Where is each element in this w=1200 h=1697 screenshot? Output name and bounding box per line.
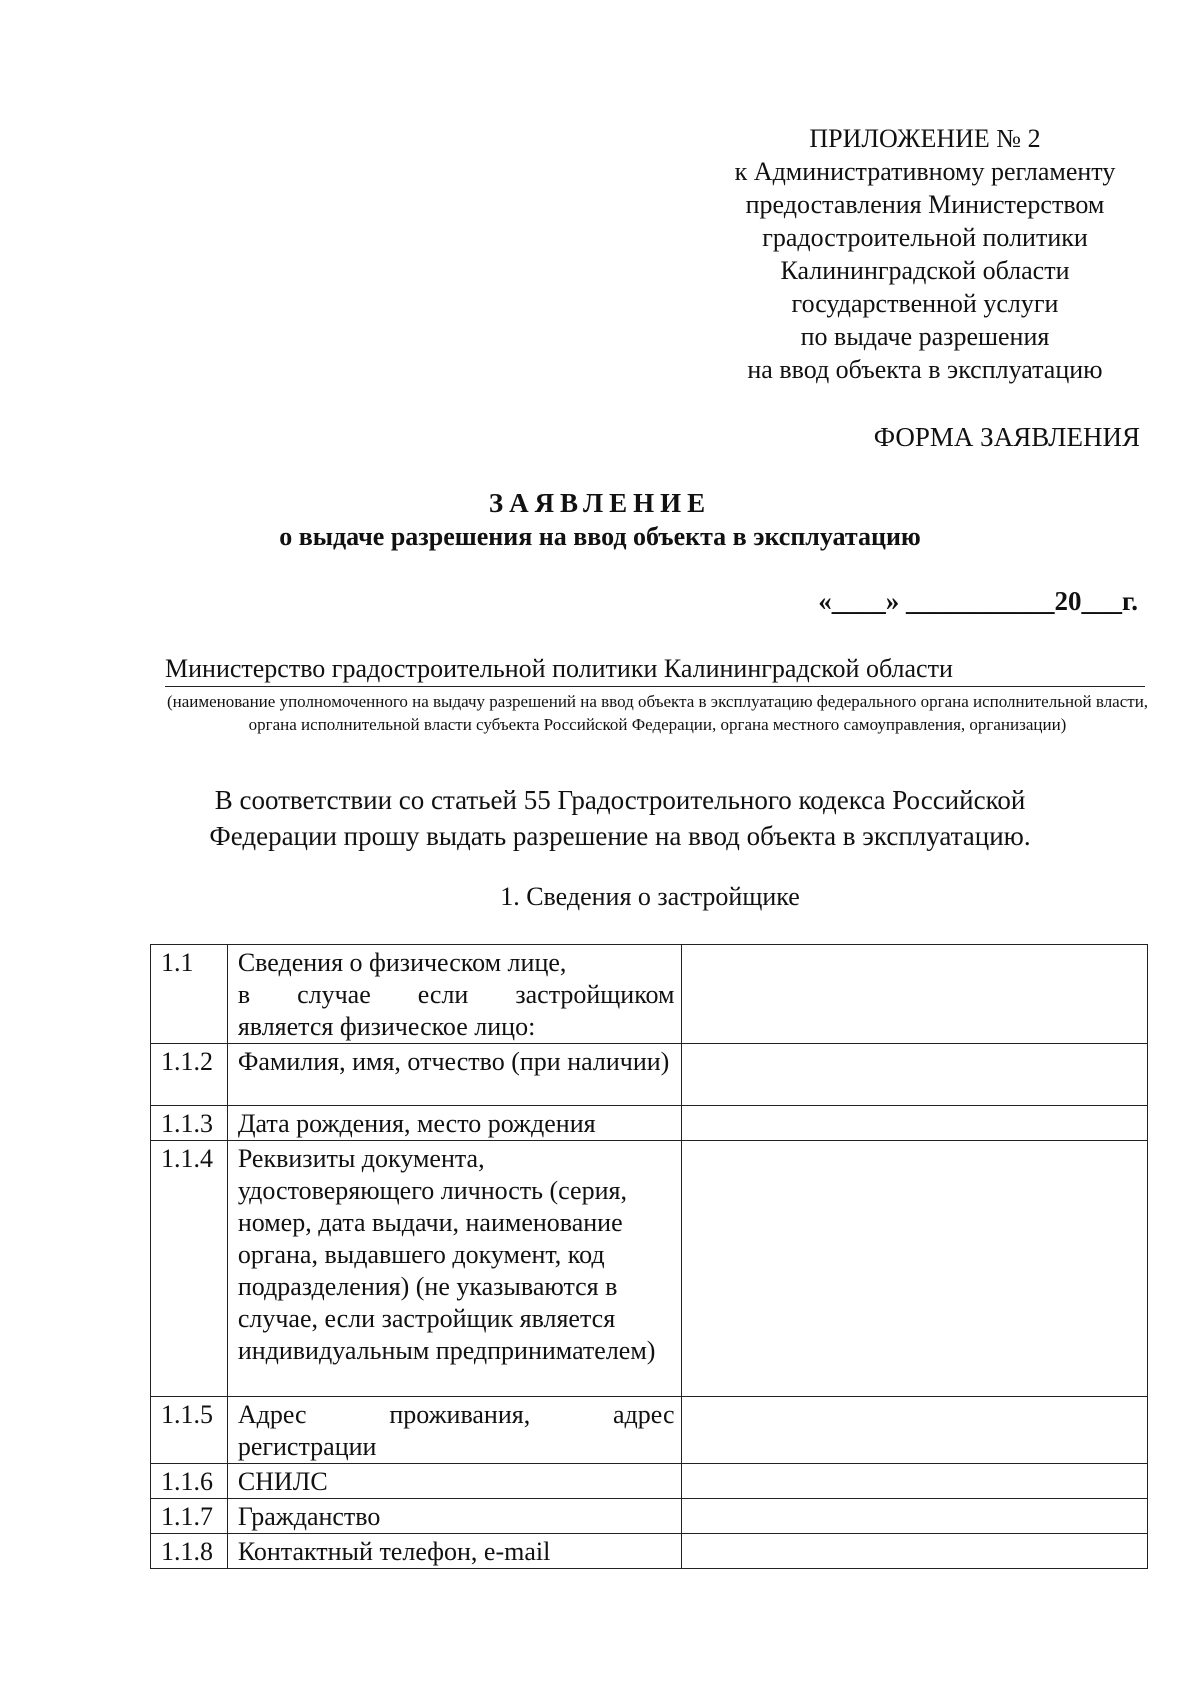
appendix-line: градостроительной политики bbox=[762, 223, 1088, 252]
date-line: «____» ___________20___г. bbox=[818, 586, 1138, 616]
table-row bbox=[151, 945, 1148, 1044]
table-row bbox=[151, 1464, 1148, 1499]
row-label: Фамилия, имя, отчество (при наличии) bbox=[227, 1044, 681, 1106]
row-label-line: Сведения о физическом лице, bbox=[237, 948, 567, 977]
ministry-note: (наименование уполномоченного на выдачу разрешений на ввод объекта в эксплуатацию федерального органа исполнительной власти, органа исполнительной власти субъекта Российской Федерации, органа местного самоуправления, организации) bbox=[166, 692, 1149, 734]
statement-text: В соответствии со статьей 55 Градостроительного кодекса Российской Федерации прошу выдать разрешение на ввод объекта в эксплуатацию. bbox=[209, 785, 1031, 851]
appendix-line: к Административному регламенту bbox=[734, 157, 1116, 186]
appendix-line: по выдаче разрешения bbox=[800, 322, 1050, 351]
row-label-word: застройщиком bbox=[515, 980, 675, 1009]
row-label: СНИЛС bbox=[227, 1464, 681, 1499]
row-number: 1.1.3 bbox=[151, 1106, 228, 1141]
row-label-justified-line bbox=[238, 1399, 675, 1431]
row-value-field[interactable] bbox=[681, 1534, 1148, 1569]
row-number: 1.1.8 bbox=[151, 1534, 228, 1569]
row-value-field[interactable] bbox=[681, 1499, 1148, 1534]
section-heading: 1. Сведения о застройщике bbox=[500, 882, 800, 911]
row-number: 1.1.7 bbox=[151, 1499, 228, 1534]
row-label-word: Адрес bbox=[237, 1400, 307, 1429]
row-label: Гражданство bbox=[227, 1499, 681, 1534]
appendix-line: предоставления Министерством bbox=[745, 190, 1105, 219]
row-label bbox=[227, 1397, 681, 1464]
appendix-line: на ввод объекта в эксплуатацию bbox=[747, 355, 1103, 384]
row-value-field[interactable] bbox=[681, 1464, 1148, 1499]
form-label: ФОРМА ЗАЯВЛЕНИЯ bbox=[873, 422, 1140, 452]
row-label bbox=[227, 945, 681, 1044]
row-number: 1.1.6 bbox=[151, 1464, 228, 1499]
ministry-name: Министерство градостроительной политики Калининградской области bbox=[165, 652, 1145, 687]
table-row bbox=[151, 1141, 1148, 1397]
document-subtitle: о выдаче разрешения на ввод объекта в эксплуатацию bbox=[279, 522, 921, 551]
row-label-line: регистрации bbox=[237, 1432, 377, 1461]
row-value-field[interactable] bbox=[681, 945, 1148, 1044]
appendix-line: ПРИЛОЖЕНИЕ № 2 bbox=[809, 124, 1041, 153]
table-row bbox=[151, 1499, 1148, 1534]
row-label: Реквизиты документа, удостоверяющего личность (серия, номер, дата выдачи, наименование органа, выдавшего документ, код подразделения) (не указываются в случае, если застройщик является индивидуальным предпринимателем) bbox=[227, 1141, 681, 1397]
row-label-justified-line bbox=[238, 979, 675, 1011]
row-label: Контактный телефон, e-mail bbox=[227, 1534, 681, 1569]
row-value-field[interactable] bbox=[681, 1141, 1148, 1397]
row-label-word: адрес bbox=[612, 1400, 675, 1429]
appendix-block bbox=[700, 122, 1150, 386]
table-row bbox=[151, 1397, 1148, 1464]
row-label-word: если bbox=[417, 980, 469, 1009]
appendix-line: государственной услуги bbox=[791, 289, 1059, 318]
row-number: 1.1.4 bbox=[151, 1141, 228, 1397]
row-value-field[interactable] bbox=[681, 1044, 1148, 1106]
row-value-field[interactable] bbox=[681, 1397, 1148, 1464]
table-row bbox=[151, 1106, 1148, 1141]
row-label-line: является физическое лицо: bbox=[237, 1012, 536, 1041]
row-number: 1.1 bbox=[151, 945, 228, 1044]
row-label-word: проживания, bbox=[389, 1400, 531, 1429]
row-label-word: случае bbox=[297, 980, 371, 1009]
row-label: Дата рождения, место рождения bbox=[227, 1106, 681, 1141]
row-number: 1.1.5 bbox=[151, 1397, 228, 1464]
document-title: ЗАЯВЛЕНИЕ bbox=[488, 488, 712, 518]
row-value-field[interactable] bbox=[681, 1106, 1148, 1141]
row-number: 1.1.2 bbox=[151, 1044, 228, 1106]
table-row bbox=[151, 1044, 1148, 1106]
developer-info-table bbox=[150, 944, 1148, 1569]
row-label-word: в bbox=[237, 980, 251, 1009]
appendix-line: Калининградской области bbox=[780, 256, 1070, 285]
table-row bbox=[151, 1534, 1148, 1569]
